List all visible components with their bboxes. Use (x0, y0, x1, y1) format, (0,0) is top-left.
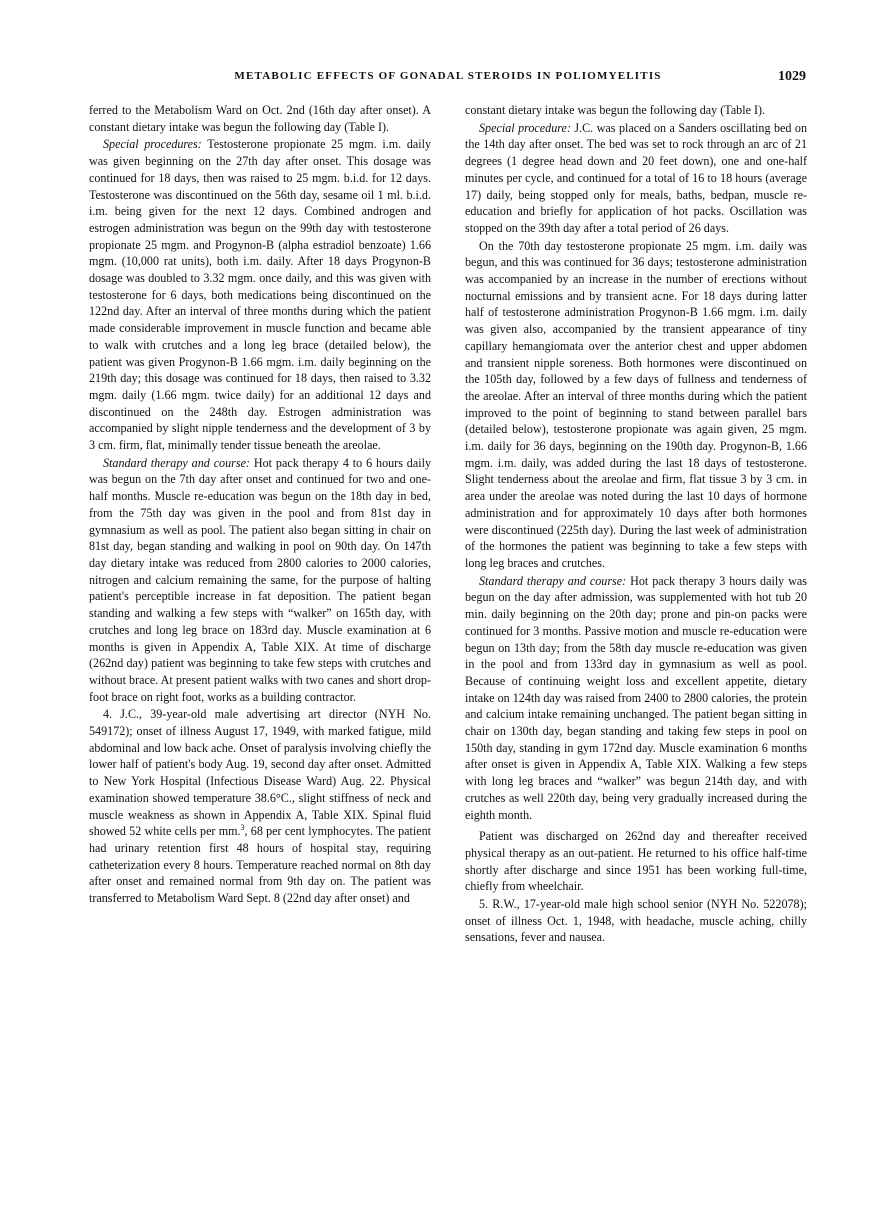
paragraph (89, 455, 431, 706)
paragraph: constant dietary intake was begun the following day (Table I). (465, 103, 766, 117)
paragraph-text: Testosterone propionate 25 mgm. i.m. daily was given beginning on the 27th day after onset. This dosage was continued for 18 days, then was raised to 25 mgm. b.i.d. for 12 days. Testosterone was discontinued on the 56th day, sesame oil 1 ml. b.i.d. i.m. being given for the next 12 days. Combined androgen and estrogen administration was begun on the 99th day with testosterone propionate 25 mgm. and Progynon-B (alpha estradiol benzoate) 1.66 mgm. (10,000 rat units), both i.m. daily. After 18 days Progynon-B dosage was doubled to 3.32 mgm. once daily, and this was given with testosterone for 6 days, both medications being discontinued on the 122nd day. After an interval of three months during which the patient made considerable improvement in muscle function and became able to walk with crutches and a long leg brace (detailed below), the patient was given Progynon-B 1.66 mgm. i.m. daily beginning on the 219th day; this dosage was continued for 18 days, then raised to 3.32 mgm. daily (1.66 mgm. twice daily) for an additional 12 days and discontinued on the 248th day. Estrogen administration was accompanied by slight nipple tenderness and the development of 3 by 3 cm. firm, flat, minimally tender tissue beneath the areolae. (89, 137, 431, 453)
case-paragraph (89, 706, 431, 906)
paragraph-text: , 68 per cent lymphocytes. The patient had urinary retention first 48 hours of hospital stay, requiring catheterization every 8 hours. Temperature reached normal on 8th day after onset and remained normal from 9th day on. The patient was transferred to Metabolism Ward Sept. 8 (22nd day after onset) and (89, 824, 431, 906)
right-column (465, 102, 807, 946)
paragraph: On the 70th day testosterone propionate 25 mgm. i.m. daily was begun, and this was continued for 36 days; testosterone administration was accompanied by an increase in the number of erections without nocturnal emissions and by transient acne. For 18 days during latter half of testosterone administration Progynon-B 1.66 mgm. i.m. daily was given also, accompanied by the transient appearance of tiny capillary hemangiomata over the anterior chest and upper abdomen and transient nipple soreness. Both hormones were discontinued on the 105th day, followed by a few days of fullness and tenderness of the areolae. After an interval of three months during which the patient improved to the point of beginning to stand between parallel bars (detailed below), testosterone propionate was again given, 25 mgm. i.m. daily for 36 days, beginning on the 190th day. Progynon-B, 1.66 mgm. i.m. daily, was added during the last 18 days of testosterone. Slight tenderness about the areolae and firm, flat tissue 3 by 3 cm. in area under the areolae was noted during the last 10 days of hormone administration and for approximately 10 days after both hormones were discontinued (225th day). During the last week of administration of the hormones the patient was beginning to take a few steps with long leg braces and crutches. (465, 238, 807, 570)
paragraph-text: 4. J.C., 39-year-old male advertising art director (NYH No. 549172); onset of illness August 17, 1949, with marked fatigue, mild abdominal and low back ache. Onset of paralysis involving chiefly the lower half of patient's body Aug. 19, second day after onset. Admitted to New York Hospital (Infectious Disease Ward) Aug. 22. Physical examination showed temperature 38.6°C., slight stiffness of neck and muscle weakness as shown in Appendix A, Table XIX. Spinal fluid showed 52 white cells per mm. (89, 707, 431, 839)
section-lead: Special procedure: (479, 120, 571, 135)
paragraph: Patient was discharged on 262nd day and thereafter received physical therapy as an out-patient. He returned to his office half-time shortly after discharge and since 1951 has been working full-time, chiefly from wheelchair. (465, 829, 807, 894)
section-lead: Standard therapy and course: (103, 455, 250, 470)
section-lead: Standard therapy and course: (479, 573, 627, 588)
left-column (89, 102, 431, 907)
paragraph-text: Hot pack therapy 4 to 6 hours daily was begun on the 7th day after onset and continued for two and one-half months. Muscle re-education was begun on the 18th day in bed, from the 75th day was given in the pool and from 81st day in gymnasium as well as pool. The patient also began sitting in chair on 81st day, began standing and walking in pool on 90th day. On 147th day dietary intake was reduced from 2800 calories to 2000 calories, nitrogen and calcium remaining the same, for the purpose of halting patient's perceptible increase in fat deposition. The patient began standing and walking a few steps with “walker” on 165th day, with crutches and long leg brace on 183rd day. Muscle examination at 6 months is given in Appendix A, Table XIX. At time of discharge (262nd day) patient was beginning to take few steps with crutches and without brace. At present patient walks with two canes and short drop-foot brace on right foot, works as a building contractor. (89, 455, 431, 704)
page-header (90, 70, 806, 90)
page-number: 1029 (778, 69, 806, 84)
paragraph (89, 136, 431, 453)
paragraph (465, 573, 807, 824)
paragraph (465, 120, 807, 237)
case-paragraph: 5. R.W., 17-year-old male high school senior (NYH No. 522078); onset of illness Oct. 1, 1948, with headache, muscle aching, chilly sensations, fever and nausea. (465, 897, 807, 945)
paragraph: ferred to the Metabolism Ward on Oct. 2nd (16th day after onset). A constant dietary intake was begun the following day (Table I). (89, 103, 431, 134)
running-title: METABOLIC EFFECTS OF GONADAL STEROIDS IN POLIOMYELITIS (234, 70, 662, 82)
section-lead: Special procedures: (103, 137, 202, 152)
paragraph-text: J.C. was placed on a Sanders oscillating bed on the 14th day after onset. The bed was set to rock through an arc of 21 degrees (1 degree head down and 20 feet down), one and one-half minutes per cycle, and continued for a total of 16 to 18 hours (average 17) daily, being stopped only for meals, baths, bedpan, muscle re-education and briefly for application of hot packs. Oscillation was stopped on the 39th day after a total period of 26 days. (465, 120, 807, 235)
superscript: 3 (240, 823, 245, 833)
paragraph-text: Hot pack therapy 3 hours daily was begun on the day after admission, was supplemented with hot tub 20 min. daily beginning on the 20th day; prone and pin-on packs were continued for 3 months. Passive motion and muscle re-education were begun on 13th day; from the 58th day muscle re-education was given in the pool and from 133rd day in gymnasium as well as pool. Because of continuing weight loss and excellent appetite, dietary intake on 124th day was raised from 2400 to 2800 calories, the protein and calcium intake remaining unchanged. The patient began sitting in chair on 130th day, began standing and taking few steps in pool on 150th day, standing in gym 172nd day. Muscle examination 6 months after onset is given in Appendix A, Table XIX. Walking a few steps with long leg braces and “walker” was begun 214th day, and with crutches as well 220th day, being very gradually increased during the eighth month. (465, 573, 808, 822)
